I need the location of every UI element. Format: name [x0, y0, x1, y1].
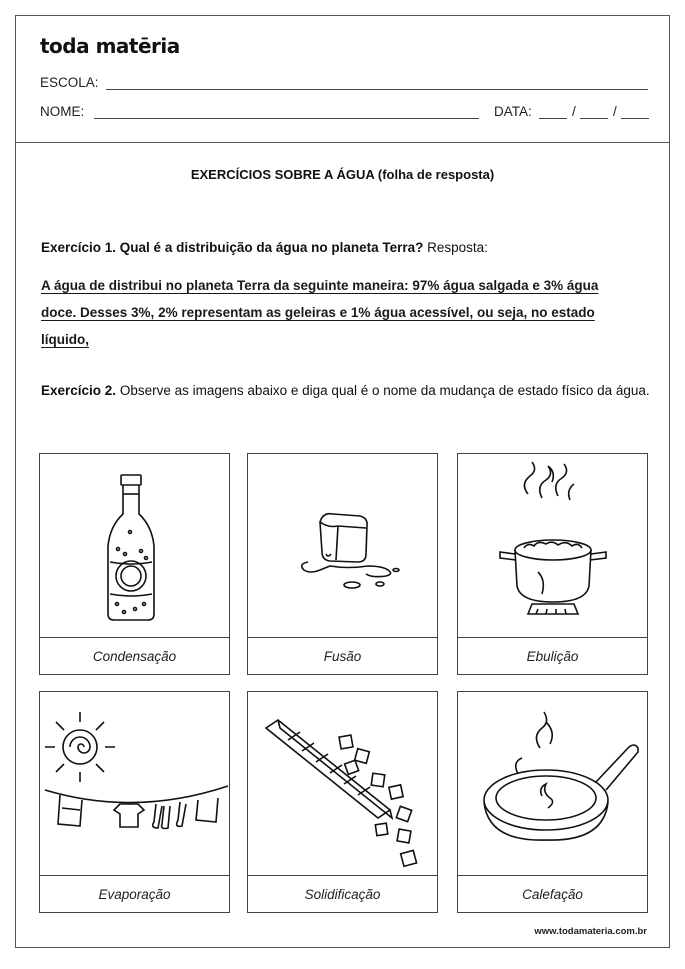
brand-logo: toda matēria	[40, 34, 180, 58]
card-caption: Calefação	[458, 875, 647, 912]
name-field[interactable]	[94, 118, 479, 119]
worksheet-header	[16, 16, 669, 143]
image-card-condensacao	[39, 453, 230, 675]
exercise-2-label: Exercício 2.	[41, 383, 117, 398]
sun-clothesline-icon	[40, 692, 229, 876]
image-card-fusao	[247, 453, 438, 675]
exercise-2-text: Observe as imagens abaixo e diga qual é o nome da mudança de estado físico da água.	[116, 383, 650, 398]
exercise-1-question-tail: Resposta:	[423, 240, 488, 255]
card-caption: Solidificação	[248, 875, 437, 912]
date-separator: /	[572, 104, 576, 119]
date-month-field[interactable]	[580, 118, 608, 119]
card-caption: Evaporação	[40, 875, 229, 912]
ice-tray-icon	[248, 692, 437, 876]
frying-pan-icon	[458, 692, 647, 876]
page-title: EXERCÍCIOS SOBRE A ÁGUA (folha de resposta)	[190, 167, 495, 182]
footer-url: www.todamateria.com.br	[534, 926, 647, 937]
exercise-1-answer-text: A água de distribui no planeta Terra da seguinte maneira: 97% água salgada e 3% água doce. Desses 3%, 2% representam as geleiras e 1% água acessível, ou seja, no estado líquido,	[41, 278, 599, 347]
card-caption: Condensação	[40, 637, 229, 674]
name-label: NOME:	[40, 104, 85, 119]
exercise-1-question-bold: Exercício 1. Qual é a distribuição da água no planeta Terra?	[41, 240, 424, 255]
card-caption: Fusão	[248, 637, 437, 674]
image-card-calefacao	[457, 691, 648, 913]
school-label: ESCOLA:	[40, 75, 99, 90]
bottle-icon	[40, 454, 229, 638]
exercise-2-question	[41, 378, 653, 404]
school-field[interactable]	[106, 89, 648, 90]
boiling-pot-icon	[458, 454, 647, 638]
date-label: DATA:	[494, 104, 532, 119]
image-card-solidificacao	[247, 691, 438, 913]
date-separator: /	[613, 104, 617, 119]
date-day-field[interactable]	[539, 118, 567, 119]
exercise-1-question	[41, 240, 651, 255]
date-year-field[interactable]	[621, 118, 649, 119]
melting-ice-icon	[248, 454, 437, 638]
card-caption: Ebulição	[458, 637, 647, 674]
worksheet	[15, 15, 670, 948]
image-card-evaporacao	[39, 691, 230, 913]
exercise-1-answer	[41, 272, 631, 353]
image-card-ebulicao	[457, 453, 648, 675]
